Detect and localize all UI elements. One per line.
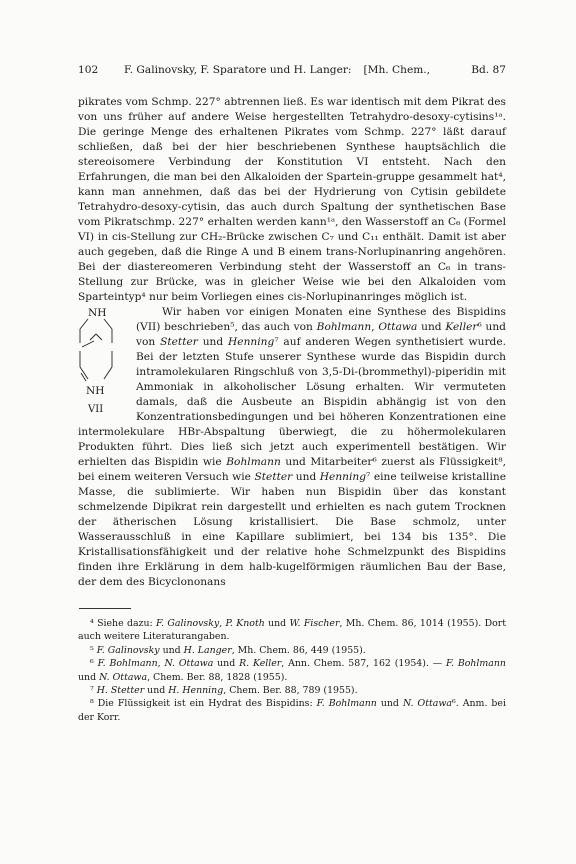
- text-run: und: [417, 321, 446, 333]
- footnotes: [78, 617, 506, 724]
- text-run: und: [376, 698, 403, 710]
- formula-nh-top: NH: [88, 307, 107, 319]
- author-name: H. Henning: [168, 685, 224, 697]
- author-name: Henning: [228, 336, 275, 348]
- text-run: und: [144, 685, 169, 697]
- journal-name: [Mh. Chem.,: [363, 64, 431, 76]
- text-run: und: [264, 618, 290, 629]
- text-run: ⁶ und von: [136, 321, 506, 348]
- author-name: P. Knoth: [225, 618, 265, 629]
- page: [78, 64, 506, 724]
- journal-volume: Bd. 87: [471, 64, 506, 76]
- author-name: Ottawa: [378, 321, 418, 333]
- text-run: , Mh. Chem. 86, 449 (1955).: [231, 644, 366, 656]
- text-run: ⁸ Die Flüssigkeit ist ein Hydrat des Bispidins:: [90, 698, 317, 710]
- text-run: ⁶. Anm. bei der Korr.: [78, 698, 506, 723]
- footnote-7: [78, 684, 506, 697]
- author-name: H. Langer: [183, 644, 232, 656]
- text-run: ,: [371, 321, 379, 333]
- author-name: F. Bohlmann: [445, 658, 506, 670]
- text-run: und Mitarbeiter⁶ zuerst als Flüssigkeit⁸, bei einem weiteren Versuch wie: [78, 456, 506, 483]
- author-name: Stetter: [254, 471, 293, 483]
- author-name: H. Stetter: [96, 685, 145, 697]
- author-name: Henning: [319, 471, 367, 483]
- text-run: , Chem. Ber. 88, 789 (1955).: [223, 685, 358, 697]
- author-name: F. Bohlmann: [316, 698, 377, 710]
- text-run: Wir haben vor einigen Monaten eine Synthese des Bispidins (VII) beschrieben⁵, das auch von: [136, 306, 506, 333]
- text-run: , Mh. Chem. 86, 1014 (1955). Dort auch weitere Literaturangaben.: [78, 618, 506, 643]
- text-run: ⁷ auf anderen Wegen synthetisiert wurde. Bei der letzten Stufe unserer Synthese wurde das Bispidin durch intramolekularen Ringschluß von 3,5-Di-(brommethyl)-piperidin mit Ammoniak in alkoholischer Lösung erhalten. Wir vermuteten damals, daß die Ausbeute an Bispidin abhängig ist von den Konzentrationsbedingungen und bei höheren Konzentrationen eine intermolekulare HBr-Abspaltung überwiegt, die zu höhermolekularen Produkten führt. Dies ließ sich jetzt auch experimentell bestätigen. Wir erhielten das Bispidin wie: [78, 336, 507, 468]
- text-run: und: [213, 658, 240, 670]
- text-run: , Chem. Ber. 88, 1828 (1955).: [147, 671, 288, 683]
- footnote-4: [78, 617, 506, 644]
- footnote-5: [78, 644, 506, 657]
- author-name: N. Ottawa: [402, 698, 452, 710]
- running-header: [78, 64, 506, 78]
- author-name: N. Ottawa: [99, 671, 148, 683]
- text-run: ⁷: [90, 685, 97, 697]
- author-name: N. Ottawa: [164, 658, 214, 670]
- text-run: und: [197, 336, 229, 348]
- text-run: ,: [219, 618, 226, 629]
- text-run: und: [292, 471, 320, 483]
- paragraph-bispidin: [78, 305, 506, 590]
- journal-reference: [363, 64, 506, 76]
- text-run: ,: [157, 658, 165, 670]
- bispidin-formula: [78, 307, 130, 419]
- body-text: [78, 95, 506, 590]
- text-run: , Ann. Chem. 587, 162 (1954). —: [281, 658, 446, 670]
- formula-number: VII: [88, 404, 104, 415]
- text-run: ⁴ Siehe dazu:: [90, 618, 157, 629]
- author-name: F. Bohlmann: [97, 658, 158, 670]
- author-name: F. Galinovsky: [156, 618, 220, 629]
- author-name: Keller: [445, 321, 478, 333]
- text-run: ⁷ eine teilweise kristalline Masse, die sublimierte. Wir haben nun Bispidin über das konstant schmelzende Dipikrat rein dargestellt und erhielten es nach gutem Trocknen der ätherischen Lösung kristallisiert. Die Base schmolz, unter Wasserausschluß in eine Kapillare sublimiert, bei 134 bis 135°. Die Kristallisationsfähigkeit und der relative hohe Schmelzpunkt des Bispidins finden ihre Erklärung in dem halb-kugelförmigen räumlichen Bau der Base, der dem des Bicyclononans: [78, 471, 506, 588]
- author-name: Bohlmann: [226, 456, 281, 468]
- author-name: W. Fischer: [289, 618, 340, 629]
- running-authors: F. Galinovsky, F. Sparatore und H. Langer:: [124, 64, 352, 76]
- footnote-rule: [79, 608, 131, 609]
- author-name: Stetter: [160, 336, 198, 348]
- author-name: Bohlmann: [316, 321, 372, 333]
- text-run: und: [159, 644, 184, 656]
- paragraph-cytisin: pikrates vom Schmp. 227° abtrennen ließ. Es war identisch mit dem Pikrat des von uns früher auf andere Weise hergestellten Tetrahydro-desoxy-cytisins¹ᵃ. Die geringe Menge des erhaltenen Pikrates vom Schmp. 227° läßt darauf schließen, daß bei der hier beschriebenen Synthese hauptsächlich die stereoisomere Verbindung der Konstitution VI entsteht. Nach den Erfahrungen, die man bei den Alkaloiden der Spartein-gruppe gesammelt hat⁴, kann man annehmen, daß das bei der Hydrierung von Cytisin gebildete Tetrahydro-desoxy-cytisin, das auch durch Spaltung der synthetischen Base vom Pikratschmp. 227° erhalten werden kann¹ᵃ, den Wasserstoff an C₆ (Formel VI) in cis-Stellung zur CH₂-Brücke zwischen C₇ und C₁₁ enthält. Damit ist aber auch gegeben, daß die Ringe A und B einem trans-Norlupinanring angehören. Bei der diastereomeren Verbindung steht der Wasserstoff an C₆ in trans-Stellung zur Brücke, was in gleicher Weise wie bei den Alkaloiden vom Sparteintyp⁴ nur beim Vorliegen eines cis-Norlupinanringes möglich ist.: [78, 96, 506, 303]
- text-run: ⁵: [90, 644, 97, 656]
- text-run: und: [78, 671, 100, 683]
- text-run: ⁶: [90, 658, 98, 670]
- formula-nh-bottom: NH: [86, 385, 105, 397]
- footnote-8: [78, 697, 506, 724]
- author-name: R. Keller: [239, 658, 282, 670]
- page-number: 102: [78, 64, 99, 76]
- footnote-6: [78, 657, 506, 684]
- author-name: F. Galinovsky: [96, 644, 160, 656]
